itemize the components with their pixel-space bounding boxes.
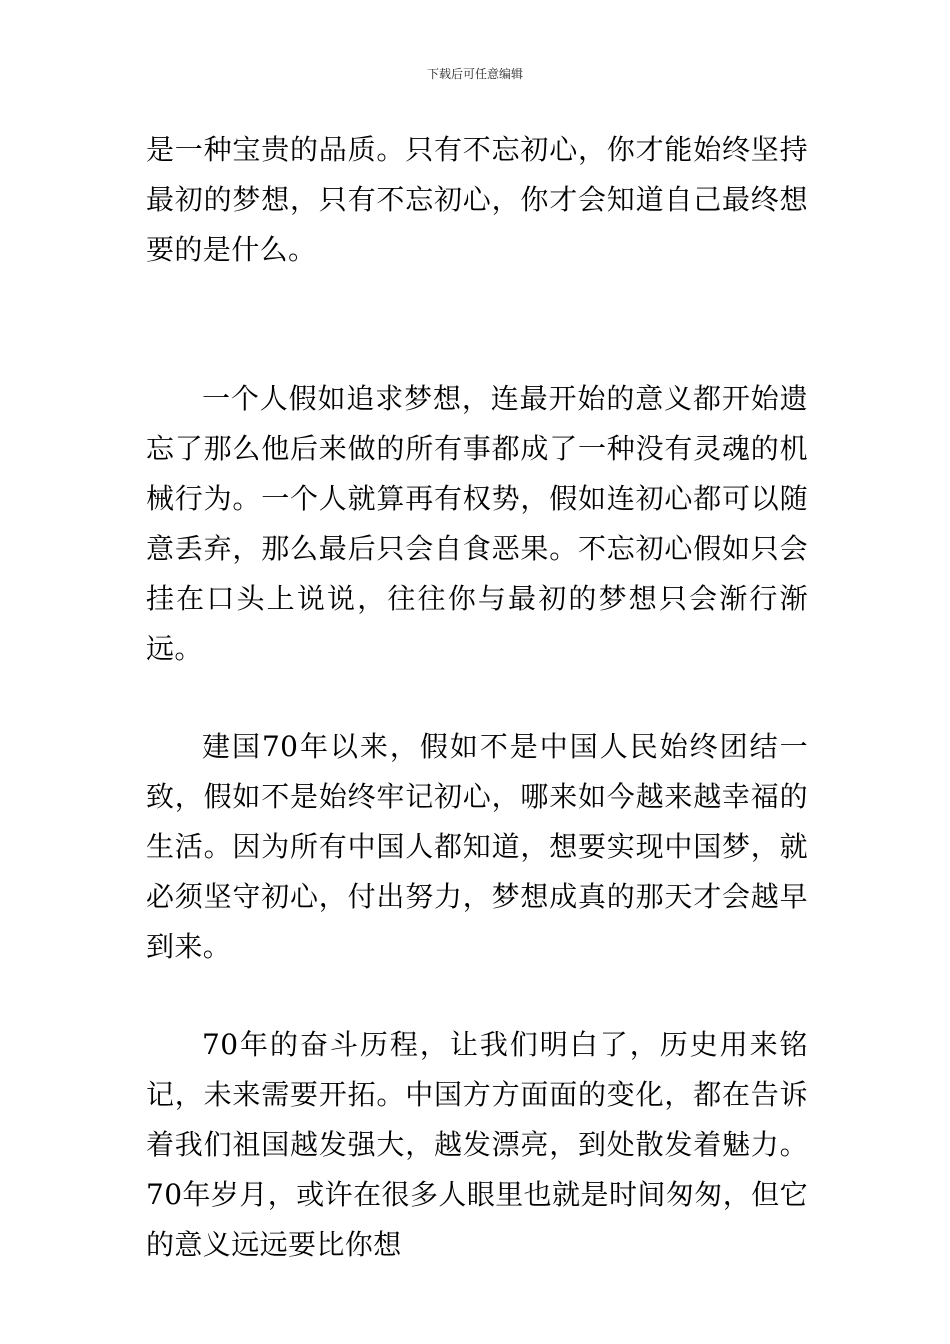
- paragraph-2: 建国70年以来，假如不是中国人民始终团结一致，假如不是始终牢记初心，哪来如今越来越幸福的生活。因为所有中国人都知道，想要实现中国梦，就必须坚守初心，付出努力，梦想成真的那天才会越早到来。: [146, 730, 808, 963]
- header-note: 下载后可任意编辑: [426, 67, 523, 81]
- paragraph-1: 一个人假如追求梦想，连最开始的意义都开始遗忘了那么他后来做的所有事都成了一种没有灵魂的机械行为。一个人就算再有权势，假如连初心都可以随意丢弃，那么最后只会自食恶果。不忘初心假如只会挂在口头上说说，往往你与最初的梦想只会渐行渐远。: [146, 382, 808, 665]
- paragraph-continued: 是一种宝贵的品质。只有不忘初心，你才能始终坚持最初的梦想，只有不忘初心，你才会知道自己最终想要的是什么。: [146, 133, 808, 266]
- paragraph-3: 70年的奋斗历程，让我们明白了，历史用来铭记，未来需要开拓。中国方方面面的变化，都在告诉着我们祖国越发强大，越发漂亮，到处散发着魅力。70年岁月，或许在很多人眼里也就是时间匆匆，但它的意义远远要比你想: [146, 1028, 808, 1261]
